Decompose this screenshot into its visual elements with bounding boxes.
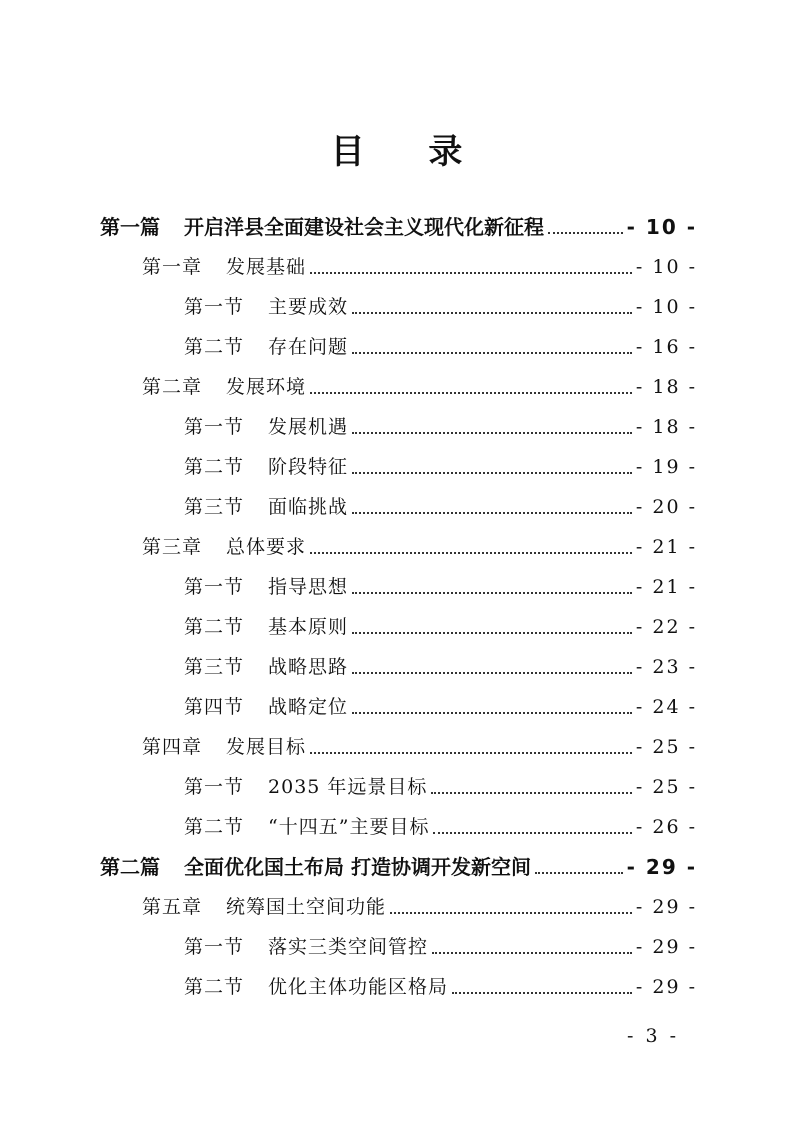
dot-leader	[352, 672, 632, 674]
toc-entry-title: 发展环境	[226, 376, 307, 398]
toc-entry-page: - 10 -	[626, 215, 697, 239]
toc-entry-label: 第四章	[142, 736, 203, 758]
toc-entry-page: - 18 -	[635, 416, 697, 438]
toc-entry-label: 第二节	[184, 816, 245, 838]
toc-entry-label: 第一章	[142, 256, 203, 278]
toc-entry-page: - 10 -	[635, 296, 697, 318]
toc-entry-page: - 21 -	[635, 536, 697, 558]
toc-entry-page: - 29 -	[635, 936, 697, 958]
dot-leader	[431, 792, 631, 794]
toc-entry-chapter[interactable]	[142, 530, 697, 564]
dot-leader	[310, 392, 632, 394]
toc-entry-label: 第五章	[142, 896, 203, 918]
dot-leader	[535, 872, 623, 874]
toc-entry-label: 第四节	[184, 696, 245, 718]
toc-entry-section[interactable]	[184, 650, 697, 684]
dot-leader	[433, 832, 631, 834]
toc-entry-label: 第一节	[184, 416, 245, 438]
toc-entry-label: 第三章	[142, 536, 203, 558]
toc-entry-section[interactable]	[184, 490, 697, 524]
toc-entry-page: - 18 -	[635, 376, 697, 398]
toc-entry-title: 落实三类空间管控	[268, 936, 429, 958]
toc-entry-chapter[interactable]	[142, 250, 697, 284]
toc-entry-title: 存在问题	[268, 336, 349, 358]
toc-entry-page: - 10 -	[635, 256, 697, 278]
toc-entry-chapter[interactable]	[142, 730, 697, 764]
toc-entry-page: - 26 -	[635, 816, 697, 838]
toc-entry-label: 第二篇	[100, 855, 160, 879]
toc-entry-section[interactable]	[184, 690, 697, 724]
toc-entry-section[interactable]	[184, 290, 697, 324]
toc-entry-title: 战略定位	[268, 696, 349, 718]
toc-entry-page: - 23 -	[635, 656, 697, 678]
toc-entry-label: 第一节	[184, 576, 245, 598]
toc-entry-title: 主要成效	[268, 296, 349, 318]
toc-entry-label: 第一节	[184, 936, 245, 958]
dot-leader	[352, 712, 632, 714]
toc-entry-section[interactable]	[184, 610, 697, 644]
dot-leader	[390, 912, 632, 914]
toc-entry-part[interactable]	[100, 210, 697, 244]
dot-leader	[352, 592, 632, 594]
toc-entry-title: 总体要求	[226, 536, 307, 558]
toc-entry-section[interactable]	[184, 330, 697, 364]
toc-entry-title: 2035 年远景目标	[268, 776, 428, 798]
toc-entry-section[interactable]	[184, 770, 697, 804]
toc-entry-label: 第一节	[184, 776, 245, 798]
dot-leader	[352, 352, 632, 354]
dot-leader	[310, 552, 632, 554]
toc-entry-page: - 22 -	[635, 616, 697, 638]
dot-leader	[432, 952, 632, 954]
toc-entry-page: - 21 -	[635, 576, 697, 598]
toc-entry-page: - 29 -	[635, 896, 697, 918]
toc-entry-page: - 25 -	[635, 736, 697, 758]
dot-leader	[352, 432, 632, 434]
toc-entry-title: 发展机遇	[268, 416, 349, 438]
toc-entry-title: 优化主体功能区格局	[268, 976, 449, 998]
toc-entry-title: 阶段特征	[268, 456, 349, 478]
page-title: 目 录	[330, 132, 489, 172]
toc-entry-label: 第二节	[184, 976, 245, 998]
dot-leader	[352, 472, 632, 474]
toc-entry-title: 指导思想	[268, 576, 349, 598]
toc-entry-label: 第三节	[184, 496, 245, 518]
toc-entry-title: 统筹国土空间功能	[226, 896, 387, 918]
toc-entry-part[interactable]	[100, 850, 697, 884]
toc-entry-title: 面临挑战	[268, 496, 349, 518]
toc-entry-section[interactable]	[184, 570, 697, 604]
toc-entry-title: 战略思路	[268, 656, 349, 678]
toc-entry-label: 第二节	[184, 456, 245, 478]
toc-entry-label: 第三节	[184, 656, 245, 678]
toc-entry-label: 第二章	[142, 376, 203, 398]
toc-entry-section[interactable]	[184, 410, 697, 444]
toc-entry-page: - 25 -	[635, 776, 697, 798]
toc-entry-title: 发展目标	[226, 736, 307, 758]
toc-entry-title: 基本原则	[268, 616, 349, 638]
toc-entry-title: 发展基础	[226, 256, 307, 278]
toc-entry-section[interactable]	[184, 450, 697, 484]
toc-entry-title: 全面优化国土布局 打造协调开发新空间	[184, 855, 531, 879]
toc-entry-page: - 24 -	[635, 696, 697, 718]
toc-entry-label: 第二节	[184, 616, 245, 638]
toc-entry-page: - 29 -	[635, 976, 697, 998]
toc-entry-page: - 19 -	[635, 456, 697, 478]
dot-leader	[352, 312, 632, 314]
toc-entry-title: 开启洋县全面建设社会主义现代化新征程	[184, 215, 544, 239]
dot-leader	[352, 632, 632, 634]
toc-entry-page: - 20 -	[635, 496, 697, 518]
toc-entry-label: 第一篇	[100, 215, 160, 239]
dot-leader	[452, 992, 632, 994]
dot-leader	[548, 232, 623, 234]
toc-entry-section[interactable]	[184, 810, 697, 844]
toc-entry-chapter[interactable]	[142, 890, 697, 924]
toc-entry-chapter[interactable]	[142, 370, 697, 404]
toc-entry-section[interactable]	[184, 970, 697, 1004]
toc-entry-title: “十四五”主要目标	[268, 816, 430, 838]
toc-entry-page: - 29 -	[626, 855, 697, 879]
dot-leader	[310, 752, 632, 754]
toc-entry-label: 第一节	[184, 296, 245, 318]
dot-leader	[310, 272, 632, 274]
dot-leader	[352, 512, 632, 514]
page-number: - 3 -	[626, 1025, 679, 1047]
toc-entry-page: - 16 -	[635, 336, 697, 358]
toc-entry-section[interactable]	[184, 930, 697, 964]
toc-entry-label: 第二节	[184, 336, 245, 358]
